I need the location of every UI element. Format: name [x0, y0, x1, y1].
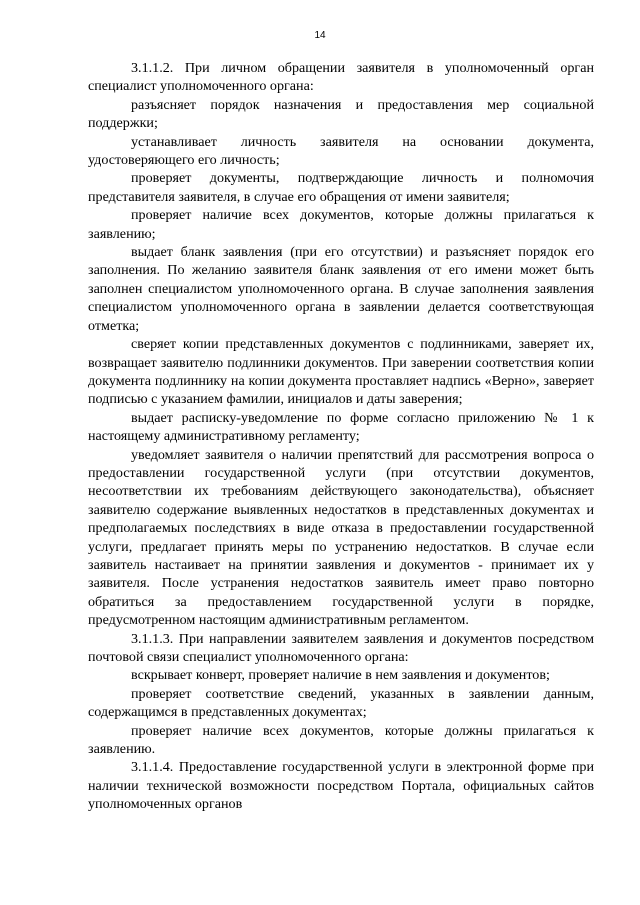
- page-number: 14: [314, 30, 326, 41]
- paragraph-item: разъясняет порядок назначения и предоставления мер социальной поддержки;: [88, 96, 594, 132]
- paragraph-item: устанавливает личность заявителя на основании документа, удостоверяющего его личность;: [88, 133, 594, 169]
- paragraph-item: вскрывает конверт, проверяет наличие в нем заявления и документов;: [131, 667, 550, 684]
- paragraph-3-1-1-2: 3.1.1.2. При личном обращении заявителя в уполномоченный орган специалист уполномоченного органа:: [88, 60, 594, 95]
- document-body: [88, 59, 594, 814]
- paragraph-item: выдает расписку-уведомление по форме согласно приложению № 1 к настоящему административному регламенту;: [88, 409, 594, 445]
- paragraph-item: проверяет соответствие сведений, указанных в заявлении данным, содержащимся в представленных документах;: [88, 685, 594, 721]
- paragraph-item: сверяет копии представленных документов с подлинниками, заверяет их, возвращает заявителю подлинники документов. При заверении соответствия копии документа подлиннику на копии документа проставляет надпись «Верно», заверяет подписью с указанием фамилии, инициалов и даты заверения;: [88, 336, 594, 408]
- paragraph-item: проверяет наличие всех документов, которые должны прилагаться к заявлению;: [88, 207, 594, 242]
- paragraph-item: выдает бланк заявления (при его отсутствии) и разъясняет порядок его заполнения. По желанию заявителя бланк заявления от его имени может быть заполнен специалистом уполномоченного органа. В случае заполнения заявления специалистом уполномоченного органа в заявлении делается соответствующая отметка;: [88, 244, 594, 334]
- paragraph-3-1-1-3: 3.1.1.3. При направлении заявителем заявления и документов посредством почтовой связи специалист уполномоченного органа:: [88, 630, 594, 665]
- paragraph-item: уведомляет заявителя о наличии препятствий для рассмотрения вопроса о предоставлении государственной услуги (при отсутствии документов, несоответствии их требованиям действующего законодательства), объясняет заявителю содержание выявленных недостатков в представленных документах и предполагаемых последствиях в виде отказа в предоставлении государственной услуги, предлагает принять меры по устранению недостатков. В случае если заявитель настаивает на принятии заявления и документов - принимает их у заявителя. После устранения недостатков заявитель имеет право повторно обратиться за предоставлением государственной услуги в порядке, предусмотренном настоящим административным регламентом.: [88, 446, 594, 629]
- paragraph-item: проверяет наличие всех документов, которые должны прилагаться к заявлению.: [88, 722, 594, 758]
- paragraph-3-1-1-4: 3.1.1.4. Предоставление государственной услуги в электронной форме при наличии технической возможности посредством Портала, официальных сайтов уполномоченных органов: [88, 759, 594, 813]
- paragraph-item: проверяет документы, подтверждающие личность и полномочия представителя заявителя, в случае его обращения от имени заявителя;: [88, 170, 594, 205]
